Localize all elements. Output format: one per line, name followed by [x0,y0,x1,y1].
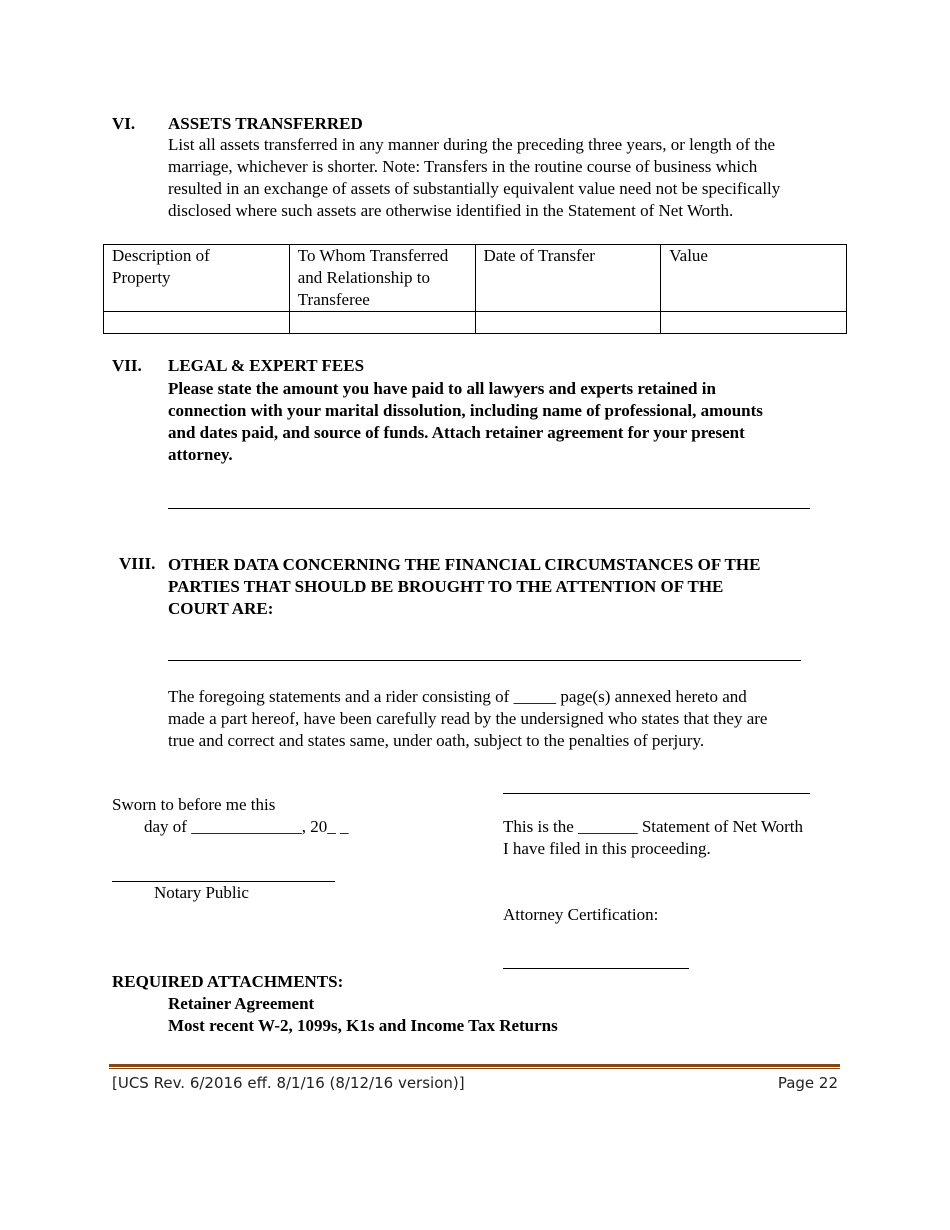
column-header-date [475,245,661,312]
text-line: disclosed where such assets are otherwise identified in the Statement of Net Worth. [168,201,734,220]
column-header-value [661,245,847,312]
text-line: Please state the amount you have paid to all lawyers and experts retained in [168,379,716,398]
table-cell-to-whom[interactable] [289,312,475,334]
required-attachments-title: REQUIRED ATTACHMENTS: [112,972,344,991]
text-line: COURT ARE: [168,599,274,618]
attorney-certification-label: Attorney Certification: [503,905,659,924]
text-line: resulted in an exchange of assets of substantially equivalent value need not be specifically [168,179,781,198]
text-line: List all assets transferred in any manner during the preceding three years, or length of the [168,135,776,154]
page-number: Page 22 [777,1074,838,1092]
notary-public-label: Notary Public [154,883,249,902]
header-line: Property [112,268,171,287]
attachment-item-tax-returns: Most recent W-2, 1099s, K1s and Income Tax Returns [168,1016,558,1035]
header-line: Value [669,246,708,265]
header-line: Date of Transfer [483,246,595,265]
text-line: The foregoing statements and a rider consisting of _____ page(s) annexed hereto and [168,687,747,706]
sworn-text: Sworn to before me this [112,795,276,814]
deponent-signature-line[interactable] [503,793,810,794]
header-line: and Relationship to [297,268,430,287]
section-8-title [168,554,848,620]
sworn-date-line: day of _____________, 20_ _ [144,817,349,836]
notary-signature-line[interactable] [112,881,335,882]
attorney-certification-line[interactable] [503,968,689,969]
section-8-number: VIII. [119,554,156,573]
filed-proceeding-text: I have filed in this proceeding. [503,839,711,858]
column-header-description [104,245,290,312]
text-line: connection with your marital dissolution, including name of professional, amounts [168,401,763,420]
header-line: Description of [112,246,210,265]
section-7-title: LEGAL & EXPERT FEES [168,356,365,375]
statement-net-worth-text: This is the _______ Statement of Net Worth [503,817,804,836]
other-data-answer-line[interactable] [168,660,801,661]
table-cell-value[interactable] [661,312,847,334]
footer-rule [109,1064,840,1067]
table-row [104,312,847,334]
footer-revision: [UCS Rev. 6/2016 eff. 8/1/16 (8/12/16 version)] [112,1074,465,1092]
section-6-number: VI. [112,114,136,133]
assets-transferred-table [103,244,847,334]
section-6-title: ASSETS TRANSFERRED [168,114,363,133]
column-header-to-whom [289,245,475,312]
attachment-item-retainer: Retainer Agreement [168,994,315,1013]
foregoing-statement [168,686,858,752]
text-line: PARTIES THAT SHOULD BE BROUGHT TO THE ATTENTION OF THE [168,577,724,596]
text-line: true and correct and states same, under oath, subject to the penalties of perjury. [168,731,705,750]
text-line: marriage, whichever is shorter. Note: Transfers in the routine course of business which [168,157,758,176]
header-line: Transferee [297,290,370,309]
text-line: attorney. [168,445,233,464]
text-line: and dates paid, and source of funds. Attach retainer agreement for your present [168,423,745,442]
header-line: To Whom Transferred [297,246,449,265]
text-line: made a part hereof, have been carefully read by the undersigned who states that they are [168,709,768,728]
legal-fees-answer-line[interactable] [168,508,810,509]
section-7-number: VII. [112,356,142,375]
table-header-row [104,245,847,312]
footer-rule-thin [109,1068,840,1069]
text-line: OTHER DATA CONCERNING THE FINANCIAL CIRCUMSTANCES OF THE [168,555,761,574]
section-7-instructions [168,378,848,466]
section-6-instructions [168,134,868,222]
table-cell-description[interactable] [104,312,290,334]
table-cell-date[interactable] [475,312,661,334]
